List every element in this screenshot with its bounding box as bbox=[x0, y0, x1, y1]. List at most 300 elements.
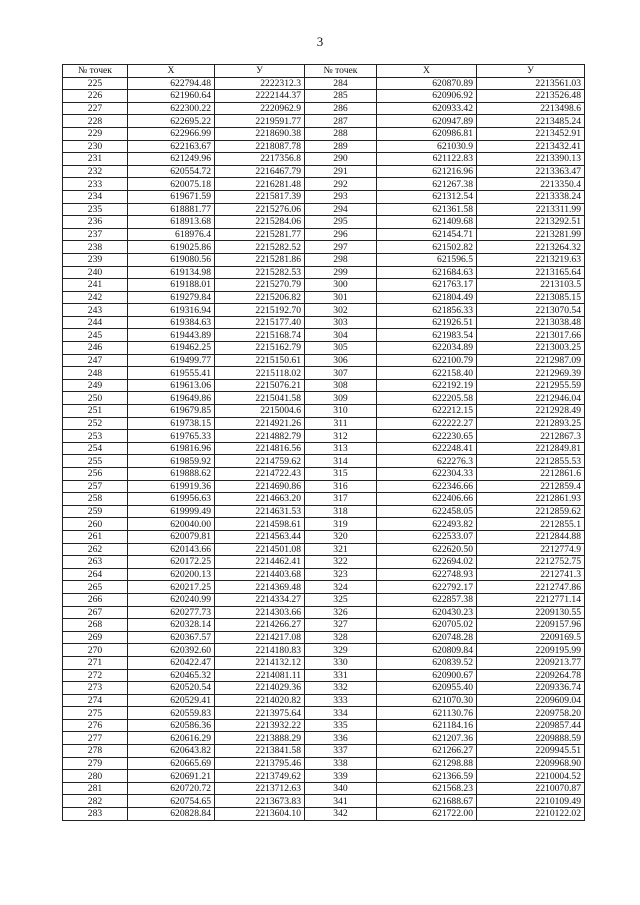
table-row bbox=[63, 505, 585, 518]
cell-y-right: 2213363.47 bbox=[477, 165, 585, 178]
cell-x-left: 620422.47 bbox=[128, 656, 215, 669]
cell-x-left: 620367.57 bbox=[128, 631, 215, 644]
cell-point-number-left: 248 bbox=[63, 367, 128, 380]
cell-point-number-right: 329 bbox=[305, 644, 377, 657]
table-row bbox=[63, 266, 585, 279]
cell-point-number-left: 273 bbox=[63, 682, 128, 695]
cell-y-left: 2222312.3 bbox=[215, 77, 305, 90]
table-row bbox=[63, 354, 585, 367]
cell-point-number-right: 299 bbox=[305, 266, 377, 279]
cell-point-number-right: 327 bbox=[305, 619, 377, 632]
cell-x-right: 621122.83 bbox=[377, 153, 477, 166]
table-row bbox=[63, 279, 585, 292]
cell-point-number-right: 328 bbox=[305, 631, 377, 644]
cell-point-number-right: 307 bbox=[305, 367, 377, 380]
table-row bbox=[63, 115, 585, 128]
cell-x-right: 621684.63 bbox=[377, 266, 477, 279]
cell-x-left: 619956.63 bbox=[128, 493, 215, 506]
cell-point-number-right: 289 bbox=[305, 140, 377, 153]
cell-y-left: 2214132.12 bbox=[215, 656, 305, 669]
cell-y-left: 2214882.79 bbox=[215, 430, 305, 443]
cell-x-right: 622212.15 bbox=[377, 405, 477, 418]
cell-point-number-right: 303 bbox=[305, 316, 377, 329]
cell-point-number-right: 297 bbox=[305, 241, 377, 254]
cell-point-number-right: 321 bbox=[305, 543, 377, 556]
cell-x-left: 619816.96 bbox=[128, 442, 215, 455]
cell-point-number-right: 300 bbox=[305, 279, 377, 292]
cell-point-number-left: 230 bbox=[63, 140, 128, 153]
cell-y-right: 2209169.5 bbox=[477, 631, 585, 644]
cell-y-right: 2213017.66 bbox=[477, 329, 585, 342]
cell-point-number-right: 302 bbox=[305, 304, 377, 317]
cell-y-left: 2215282.53 bbox=[215, 266, 305, 279]
cell-point-number-left: 265 bbox=[63, 581, 128, 594]
cell-y-left: 2214690.86 bbox=[215, 480, 305, 493]
cell-point-number-left: 244 bbox=[63, 316, 128, 329]
cell-point-number-left: 256 bbox=[63, 468, 128, 481]
cell-point-number-left: 278 bbox=[63, 745, 128, 758]
table-row bbox=[63, 682, 585, 695]
table-row bbox=[63, 568, 585, 581]
cell-point-number-left: 277 bbox=[63, 732, 128, 745]
cell-x-right: 622222.27 bbox=[377, 417, 477, 430]
cell-x-right: 622248.41 bbox=[377, 442, 477, 455]
cell-x-left: 620392.60 bbox=[128, 644, 215, 657]
cell-point-number-left: 282 bbox=[63, 795, 128, 808]
cell-x-right: 620947.89 bbox=[377, 115, 477, 128]
cell-point-number-left: 246 bbox=[63, 342, 128, 355]
cell-point-number-left: 250 bbox=[63, 392, 128, 405]
cell-y-right: 2209130.55 bbox=[477, 606, 585, 619]
cell-point-number-right: 336 bbox=[305, 732, 377, 745]
cell-y-right: 2213338.24 bbox=[477, 190, 585, 203]
cell-x-left: 619649.86 bbox=[128, 392, 215, 405]
table-row bbox=[63, 140, 585, 153]
cell-y-left: 2214759.62 bbox=[215, 455, 305, 468]
cell-x-left: 620079.81 bbox=[128, 530, 215, 543]
cell-point-number-left: 271 bbox=[63, 656, 128, 669]
table-row bbox=[63, 468, 585, 481]
cell-y-left: 2214921.26 bbox=[215, 417, 305, 430]
cell-y-right: 2213003.25 bbox=[477, 342, 585, 355]
cell-x-right: 621596.5 bbox=[377, 253, 477, 266]
cell-x-left: 619316.94 bbox=[128, 304, 215, 317]
cell-y-left: 2214816.56 bbox=[215, 442, 305, 455]
cell-y-left: 2215177.40 bbox=[215, 316, 305, 329]
cell-point-number-right: 298 bbox=[305, 253, 377, 266]
cell-x-right: 620705.02 bbox=[377, 619, 477, 632]
cell-y-left: 2215281.77 bbox=[215, 228, 305, 241]
cell-point-number-left: 235 bbox=[63, 203, 128, 216]
cell-y-right: 2212861.6 bbox=[477, 468, 585, 481]
table-row bbox=[63, 480, 585, 493]
cell-point-number-left: 275 bbox=[63, 707, 128, 720]
cell-x-left: 620217.25 bbox=[128, 581, 215, 594]
cell-y-right: 2213311.99 bbox=[477, 203, 585, 216]
cell-point-number-left: 249 bbox=[63, 379, 128, 392]
cell-x-left: 619613.06 bbox=[128, 379, 215, 392]
cell-point-number-left: 264 bbox=[63, 568, 128, 581]
cell-point-number-left: 236 bbox=[63, 216, 128, 229]
cell-point-number-left: 228 bbox=[63, 115, 128, 128]
cell-y-left: 2215284.06 bbox=[215, 216, 305, 229]
cell-point-number-right: 322 bbox=[305, 556, 377, 569]
cell-y-right: 2213485.24 bbox=[477, 115, 585, 128]
cell-point-number-left: 251 bbox=[63, 405, 128, 418]
cell-x-right: 621454.71 bbox=[377, 228, 477, 241]
cell-point-number-left: 258 bbox=[63, 493, 128, 506]
cell-x-right: 620906.92 bbox=[377, 90, 477, 103]
table-row bbox=[63, 165, 585, 178]
table-row bbox=[63, 694, 585, 707]
cell-point-number-right: 304 bbox=[305, 329, 377, 342]
cell-point-number-left: 241 bbox=[63, 279, 128, 292]
cell-point-number-right: 291 bbox=[305, 165, 377, 178]
cell-y-right: 2212859.4 bbox=[477, 480, 585, 493]
cell-y-left: 2222144.37 bbox=[215, 90, 305, 103]
table-row bbox=[63, 442, 585, 455]
cell-point-number-right: 301 bbox=[305, 291, 377, 304]
table-row bbox=[63, 102, 585, 115]
table-row bbox=[63, 656, 585, 669]
cell-point-number-right: 305 bbox=[305, 342, 377, 355]
table-row bbox=[63, 190, 585, 203]
table-row bbox=[63, 90, 585, 103]
cell-y-right: 2210004.52 bbox=[477, 770, 585, 783]
cell-point-number-right: 316 bbox=[305, 480, 377, 493]
table-row bbox=[63, 241, 585, 254]
coordinates-table bbox=[62, 64, 585, 821]
table-row bbox=[63, 153, 585, 166]
cell-x-right: 621184.16 bbox=[377, 719, 477, 732]
cell-y-right: 2213219.63 bbox=[477, 253, 585, 266]
cell-x-right: 621312.54 bbox=[377, 190, 477, 203]
table-row bbox=[63, 77, 585, 90]
table-header-row bbox=[63, 65, 585, 78]
table-row bbox=[63, 392, 585, 405]
cell-y-left: 2215276.06 bbox=[215, 203, 305, 216]
cell-point-number-left: 231 bbox=[63, 153, 128, 166]
table-row bbox=[63, 619, 585, 632]
cell-x-right: 621207.36 bbox=[377, 732, 477, 745]
page-number: 3 bbox=[316, 34, 324, 49]
cell-point-number-right: 341 bbox=[305, 795, 377, 808]
cell-x-left: 620529.41 bbox=[128, 694, 215, 707]
cell-y-right: 2213292.51 bbox=[477, 216, 585, 229]
cell-x-left: 620040.00 bbox=[128, 518, 215, 531]
cell-y-right: 2213038.48 bbox=[477, 316, 585, 329]
cell-point-number-right: 285 bbox=[305, 90, 377, 103]
cell-point-number-right: 333 bbox=[305, 694, 377, 707]
cell-point-number-left: 268 bbox=[63, 619, 128, 632]
cell-point-number-right: 292 bbox=[305, 178, 377, 191]
cell-y-left: 2216467.79 bbox=[215, 165, 305, 178]
cell-y-left: 2214303.66 bbox=[215, 606, 305, 619]
cell-y-right: 2212969.39 bbox=[477, 367, 585, 380]
cell-x-right: 621926.51 bbox=[377, 316, 477, 329]
cell-x-right: 622346.66 bbox=[377, 480, 477, 493]
cell-y-left: 2220962.9 bbox=[215, 102, 305, 115]
cell-y-left: 2214369.48 bbox=[215, 581, 305, 594]
cell-x-left: 619555.41 bbox=[128, 367, 215, 380]
cell-point-number-left: 247 bbox=[63, 354, 128, 367]
cell-x-left: 619080.56 bbox=[128, 253, 215, 266]
table-row bbox=[63, 329, 585, 342]
cell-x-left: 618913.68 bbox=[128, 216, 215, 229]
cell-y-left: 2215004.6 bbox=[215, 405, 305, 418]
cell-point-number-right: 313 bbox=[305, 442, 377, 455]
cell-x-right: 620870.89 bbox=[377, 77, 477, 90]
cell-point-number-left: 257 bbox=[63, 480, 128, 493]
cell-point-number-left: 240 bbox=[63, 266, 128, 279]
cell-point-number-right: 310 bbox=[305, 405, 377, 418]
table-row bbox=[63, 493, 585, 506]
cell-x-left: 619462.25 bbox=[128, 342, 215, 355]
cell-y-right: 2209857.44 bbox=[477, 719, 585, 732]
table-body bbox=[63, 77, 585, 820]
cell-x-left: 620200.13 bbox=[128, 568, 215, 581]
cell-x-right: 622192.19 bbox=[377, 379, 477, 392]
cell-y-right: 2213526.48 bbox=[477, 90, 585, 103]
cell-y-left: 2214029.36 bbox=[215, 682, 305, 695]
cell-y-right: 2209968.90 bbox=[477, 757, 585, 770]
cell-x-right: 622748.93 bbox=[377, 568, 477, 581]
cell-x-right: 621856.33 bbox=[377, 304, 477, 317]
cell-x-left: 620554.72 bbox=[128, 165, 215, 178]
cell-y-right: 2213452.91 bbox=[477, 127, 585, 140]
cell-x-right: 621409.68 bbox=[377, 216, 477, 229]
cell-point-number-left: 238 bbox=[63, 241, 128, 254]
cell-y-left: 2215282.52 bbox=[215, 241, 305, 254]
cell-y-left: 2214722.43 bbox=[215, 468, 305, 481]
cell-x-right: 620900.67 bbox=[377, 669, 477, 682]
cell-y-right: 2212771.14 bbox=[477, 593, 585, 606]
cell-x-right: 622205.58 bbox=[377, 392, 477, 405]
cell-y-left: 2213795.46 bbox=[215, 757, 305, 770]
cell-point-number-left: 276 bbox=[63, 719, 128, 732]
table-row bbox=[63, 795, 585, 808]
cell-point-number-right: 338 bbox=[305, 757, 377, 770]
cell-point-number-left: 279 bbox=[63, 757, 128, 770]
cell-point-number-left: 280 bbox=[63, 770, 128, 783]
cell-x-left: 619188.01 bbox=[128, 279, 215, 292]
table-row bbox=[63, 127, 585, 140]
cell-x-right: 620748.28 bbox=[377, 631, 477, 644]
cell-y-left: 2218690.38 bbox=[215, 127, 305, 140]
cell-x-right: 621361.58 bbox=[377, 203, 477, 216]
cell-x-left: 621249.96 bbox=[128, 153, 215, 166]
cell-y-right: 2212859.62 bbox=[477, 505, 585, 518]
cell-x-right: 622158.40 bbox=[377, 367, 477, 380]
cell-y-left: 2215206.82 bbox=[215, 291, 305, 304]
table-row bbox=[63, 342, 585, 355]
cell-x-right: 620933.42 bbox=[377, 102, 477, 115]
cell-x-right: 621763.17 bbox=[377, 279, 477, 292]
cell-y-left: 2219591.77 bbox=[215, 115, 305, 128]
cell-x-left: 619738.15 bbox=[128, 417, 215, 430]
cell-y-right: 2210109.49 bbox=[477, 795, 585, 808]
cell-point-number-right: 332 bbox=[305, 682, 377, 695]
cell-y-left: 2215118.02 bbox=[215, 367, 305, 380]
cell-x-left: 619859.92 bbox=[128, 455, 215, 468]
cell-x-left: 619499.77 bbox=[128, 354, 215, 367]
cell-x-right: 621804.49 bbox=[377, 291, 477, 304]
cell-point-number-right: 324 bbox=[305, 581, 377, 594]
cell-x-left: 619679.85 bbox=[128, 405, 215, 418]
cell-x-right: 622458.05 bbox=[377, 505, 477, 518]
cell-x-right: 622533.07 bbox=[377, 530, 477, 543]
table-row bbox=[63, 291, 585, 304]
cell-y-left: 2215076.21 bbox=[215, 379, 305, 392]
cell-point-number-right: 335 bbox=[305, 719, 377, 732]
cell-point-number-right: 306 bbox=[305, 354, 377, 367]
cell-y-right: 2209888.59 bbox=[477, 732, 585, 745]
cell-y-right: 2213281.99 bbox=[477, 228, 585, 241]
cell-x-right: 621267.38 bbox=[377, 178, 477, 191]
cell-x-right: 621030.9 bbox=[377, 140, 477, 153]
cell-point-number-left: 243 bbox=[63, 304, 128, 317]
cell-x-right: 622792.17 bbox=[377, 581, 477, 594]
cell-point-number-right: 323 bbox=[305, 568, 377, 581]
cell-point-number-left: 272 bbox=[63, 669, 128, 682]
header-y-right: У bbox=[477, 65, 585, 78]
cell-y-right: 2209157.96 bbox=[477, 619, 585, 632]
cell-point-number-right: 325 bbox=[305, 593, 377, 606]
table-row bbox=[63, 316, 585, 329]
header-point-number-right: № точек bbox=[305, 65, 377, 78]
cell-x-left: 619279.84 bbox=[128, 291, 215, 304]
cell-x-left: 622794.48 bbox=[128, 77, 215, 90]
cell-x-right: 622493.82 bbox=[377, 518, 477, 531]
cell-x-left: 618881.77 bbox=[128, 203, 215, 216]
cell-y-left: 2214631.53 bbox=[215, 505, 305, 518]
cell-y-left: 2215041.58 bbox=[215, 392, 305, 405]
cell-point-number-left: 237 bbox=[63, 228, 128, 241]
cell-x-right: 622230.65 bbox=[377, 430, 477, 443]
cell-x-right: 621502.82 bbox=[377, 241, 477, 254]
cell-x-right: 620955.40 bbox=[377, 682, 477, 695]
cell-x-left: 619443.89 bbox=[128, 329, 215, 342]
cell-point-number-right: 337 bbox=[305, 745, 377, 758]
cell-x-left: 622966.99 bbox=[128, 127, 215, 140]
cell-y-right: 2212855.53 bbox=[477, 455, 585, 468]
table-row bbox=[63, 707, 585, 720]
cell-point-number-left: 254 bbox=[63, 442, 128, 455]
cell-point-number-left: 252 bbox=[63, 417, 128, 430]
table-row bbox=[63, 379, 585, 392]
cell-x-left: 620665.69 bbox=[128, 757, 215, 770]
cell-x-right: 622034.89 bbox=[377, 342, 477, 355]
table-row bbox=[63, 808, 585, 821]
cell-x-right: 620809.84 bbox=[377, 644, 477, 657]
cell-point-number-right: 284 bbox=[305, 77, 377, 90]
cell-point-number-right: 319 bbox=[305, 518, 377, 531]
cell-point-number-left: 242 bbox=[63, 291, 128, 304]
cell-y-left: 2215162.79 bbox=[215, 342, 305, 355]
cell-point-number-left: 239 bbox=[63, 253, 128, 266]
cell-point-number-right: 308 bbox=[305, 379, 377, 392]
cell-y-left: 2215150.61 bbox=[215, 354, 305, 367]
cell-x-left: 619671.59 bbox=[128, 190, 215, 203]
cell-point-number-left: 267 bbox=[63, 606, 128, 619]
cell-point-number-left: 255 bbox=[63, 455, 128, 468]
header-x-right: X bbox=[377, 65, 477, 78]
cell-point-number-right: 312 bbox=[305, 430, 377, 443]
cell-y-right: 2212747.86 bbox=[477, 581, 585, 594]
table-row bbox=[63, 732, 585, 745]
cell-y-left: 2215270.79 bbox=[215, 279, 305, 292]
table-row bbox=[63, 253, 585, 266]
table-row bbox=[63, 367, 585, 380]
table-row bbox=[63, 405, 585, 418]
cell-x-right: 621130.76 bbox=[377, 707, 477, 720]
cell-x-right: 622100.79 bbox=[377, 354, 477, 367]
cell-point-number-left: 234 bbox=[63, 190, 128, 203]
cell-y-left: 2214334.27 bbox=[215, 593, 305, 606]
cell-point-number-left: 263 bbox=[63, 556, 128, 569]
table-row bbox=[63, 782, 585, 795]
table-row bbox=[63, 178, 585, 191]
cell-x-left: 620328.14 bbox=[128, 619, 215, 632]
cell-point-number-right: 309 bbox=[305, 392, 377, 405]
table-row bbox=[63, 644, 585, 657]
cell-y-left: 2214266.27 bbox=[215, 619, 305, 632]
cell-x-left: 619384.63 bbox=[128, 316, 215, 329]
cell-point-number-left: 225 bbox=[63, 77, 128, 90]
cell-point-number-left: 261 bbox=[63, 530, 128, 543]
cell-point-number-left: 233 bbox=[63, 178, 128, 191]
table-row bbox=[63, 631, 585, 644]
cell-y-right: 2212946.04 bbox=[477, 392, 585, 405]
cell-x-left: 620143.66 bbox=[128, 543, 215, 556]
cell-point-number-left: 269 bbox=[63, 631, 128, 644]
cell-y-right: 2212855.1 bbox=[477, 518, 585, 531]
cell-x-right: 622276.3 bbox=[377, 455, 477, 468]
cell-x-left: 620277.73 bbox=[128, 606, 215, 619]
cell-point-number-right: 339 bbox=[305, 770, 377, 783]
cell-y-left: 2218087.78 bbox=[215, 140, 305, 153]
cell-y-left: 2215168.74 bbox=[215, 329, 305, 342]
cell-y-left: 2213712.63 bbox=[215, 782, 305, 795]
cell-y-left: 2214217.08 bbox=[215, 631, 305, 644]
cell-y-left: 2214020.82 bbox=[215, 694, 305, 707]
cell-x-left: 620643.82 bbox=[128, 745, 215, 758]
cell-point-number-right: 286 bbox=[305, 102, 377, 115]
cell-y-right: 2213432.41 bbox=[477, 140, 585, 153]
cell-y-right: 2212928.49 bbox=[477, 405, 585, 418]
cell-y-left: 2214598.61 bbox=[215, 518, 305, 531]
cell-x-left: 620586.36 bbox=[128, 719, 215, 732]
cell-y-left: 2213749.62 bbox=[215, 770, 305, 783]
table-row bbox=[63, 719, 585, 732]
cell-point-number-right: 293 bbox=[305, 190, 377, 203]
cell-y-right: 2213350.4 bbox=[477, 178, 585, 191]
cell-y-left: 2217356.8 bbox=[215, 153, 305, 166]
cell-y-left: 2216281.48 bbox=[215, 178, 305, 191]
cell-y-right: 2213085.15 bbox=[477, 291, 585, 304]
cell-point-number-right: 320 bbox=[305, 530, 377, 543]
cell-x-left: 622163.67 bbox=[128, 140, 215, 153]
cell-x-left: 619888.62 bbox=[128, 468, 215, 481]
cell-x-left: 620075.18 bbox=[128, 178, 215, 191]
cell-point-number-left: 232 bbox=[63, 165, 128, 178]
cell-y-left: 2213673.83 bbox=[215, 795, 305, 808]
cell-x-left: 620754.65 bbox=[128, 795, 215, 808]
cell-y-right: 2210122.02 bbox=[477, 808, 585, 821]
cell-x-right: 621366.59 bbox=[377, 770, 477, 783]
cell-point-number-right: 290 bbox=[305, 153, 377, 166]
cell-x-left: 619134.98 bbox=[128, 266, 215, 279]
